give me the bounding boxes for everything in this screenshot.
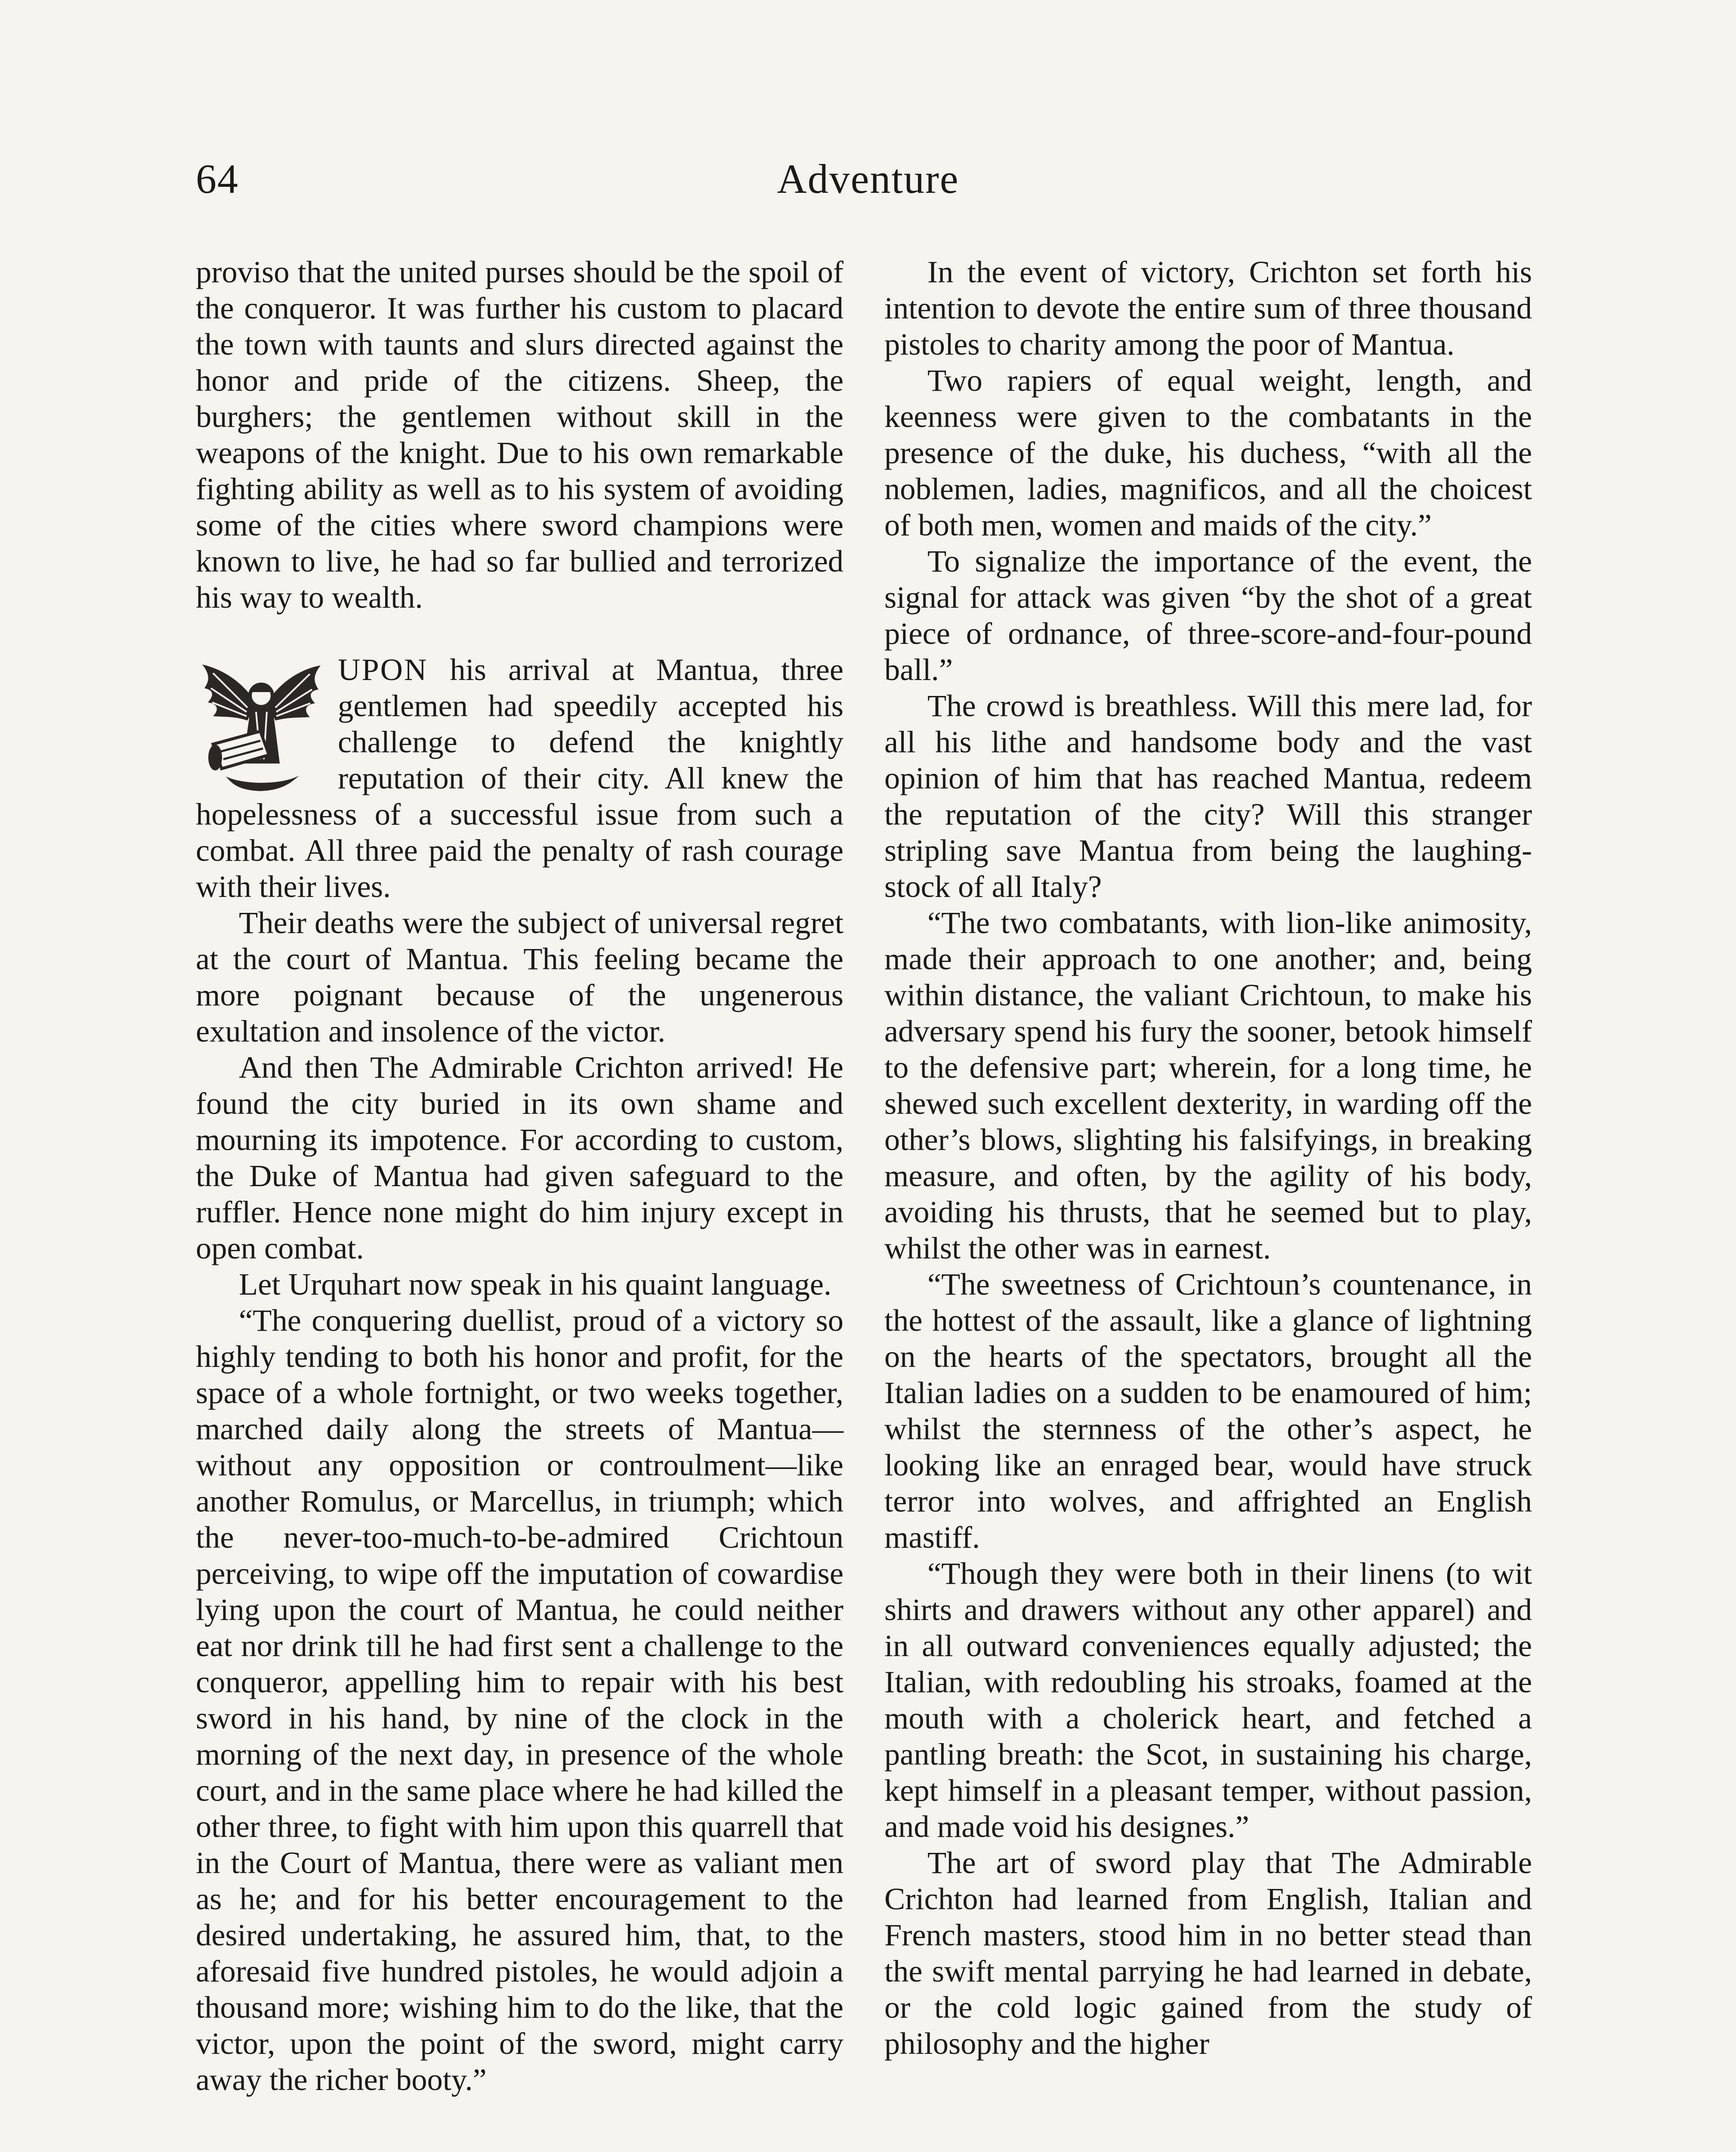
paragraph: The art of sword play that The Admirable Crichton had learned from English, Italian and French masters, stood him in no better stead than the swift mental parrying he had learned in debate, or the cold logic gained from the study of philosophy and the higher xyxy=(884,1845,1532,2061)
paragraph: And then The Admirable Crichton arrived! He found the city buried in its own shame and mourning its impotence. For according to custom, the Duke of Mantua had given safeguard to the ruffler. Hence none might do him injury except in open combat. xyxy=(196,1050,843,1265)
paragraph: The crowd is breathless. Will this mere lad, for all his lithe and handsome body and the vast opinion of him that has reached Mantua, redeem the reputation of the city? Will this stranger stripling save Mantua from being the laughing-stock of all Italy? xyxy=(884,688,1532,904)
paragraph: Their deaths were the subject of universal regret at the court of Mantua. This feeling became the more poignant because of the ungenerous exultation and insolence of the victor. xyxy=(196,905,843,1048)
page-number: 64 xyxy=(196,156,239,202)
dropcap-paragraph xyxy=(196,652,843,905)
paragraph: “The two combatants, with lion-like animosity, made their approach to one another; and, being within distance, the valiant Crichtoun, to make his adversary spend his fury the sooner, betook himself to the defensive part; wherein, for a long time, he shewed such excellent dexterity, in warding off the other’s blows, slighting his falsifyings, in breaking measure, and often, by the agility of his body, avoiding his thrusts, that he seemed but to play, whilst the other was in earnest. xyxy=(884,905,1532,1265)
dropcap-lead-word: UPON xyxy=(338,652,428,687)
paragraph: To signalize the importance of the event, the signal for attack was given “by the shot of a great piece of ordnance, of three-score-and-four-pound ball.” xyxy=(884,544,1532,687)
paragraph: In the event of victory, Crichton set forth his intention to devote the entire sum of three thousand pistoles to charity among the poor of Mantua. xyxy=(884,254,1532,362)
paragraph-text: his arrival at Mantua, three gentlemen had speedily accepted his challenge to defend the knightly reputation of their city. All knew the hopelessness of a successful issue from such a combat. All three paid the penalty of rash courage with their lives. xyxy=(196,652,843,904)
right-column xyxy=(884,254,1532,2062)
paragraph: “Though they were both in their linens (to wit shirts and drawers without any other apparel) and in all outward conveniences equally adjusted; the Italian, with redoubling his stroaks, foamed at the mouth with a cholerick heart, and fetched a pantling breath: the Scot, in sustaining his charge, kept himself in a pleasant temper, without passion, and made void his designes.” xyxy=(884,1556,1532,1844)
paragraph: Let Urquhart now speak in his quaint language. xyxy=(239,1267,832,1302)
winged-figure-with-scroll-icon xyxy=(196,656,325,793)
left-column xyxy=(196,254,843,2098)
paragraph: “The conquering duellist, proud of a victory so highly tending to both his honor and profit, for the space of a whole fortnight, or two weeks together, marched daily along the streets of Mantua—without any opposition or controulment—like another Romulus, or Marcellus, in triumph; which the never-too-much-to-be-admired Crichtoun perceiving, to wipe off the imputation of cowardise lying upon the court of Mantua, he could neither eat nor drink till he had first sent a challenge to the conqueror, appelling him to repair with his best sword in his hand, by nine of the clock in the morning of the next day, in presence of the whole court, and in the same place where he had killed the other three, to fight with him upon this quarrell that in the Court of Mantua, there were as valiant men as he; and for his better encouragement to the desired undertaking, he assured him, that, to the aforesaid five hundred pistoles, he would adjoin a thousand more; wishing him to do the like, that the victor, upon the point of the sword, might carry away the richer booty.” xyxy=(196,1303,843,2097)
paragraph: “The sweetness of Crichtoun’s countenance, in the hottest of the assault, like a glance of lightning on the hearts of the spectators, brought all the Italian ladies on a sudden to be enamoured of him; whilst the sternness of the other’s aspect, he looking like an enraged bear, would have struck terror into wolves, and affrighted an English mastiff. xyxy=(884,1267,1532,1555)
paragraph: Two rapiers of equal weight, length, and keenness were given to the combatants in the presence of the duke, his duchess, “with all the noblemen, ladies, magnificos, and all the choicest of both men, women and maids of the city.” xyxy=(884,363,1532,542)
running-title: Adventure xyxy=(777,156,959,202)
paragraph: proviso that the united purses should be the spoil of the conqueror. It was further his custom to placard the town with taunts and slurs directed against the honor and pride of the citizens. Sheep, the burghers; the gentlemen without skill in the weapons of the knight. Due to his own remarkable fighting ability as well as to his system of avoiding some of the cities where sword champions were known to live, he had so far bullied and terrorized his way to wealth. xyxy=(196,254,843,615)
